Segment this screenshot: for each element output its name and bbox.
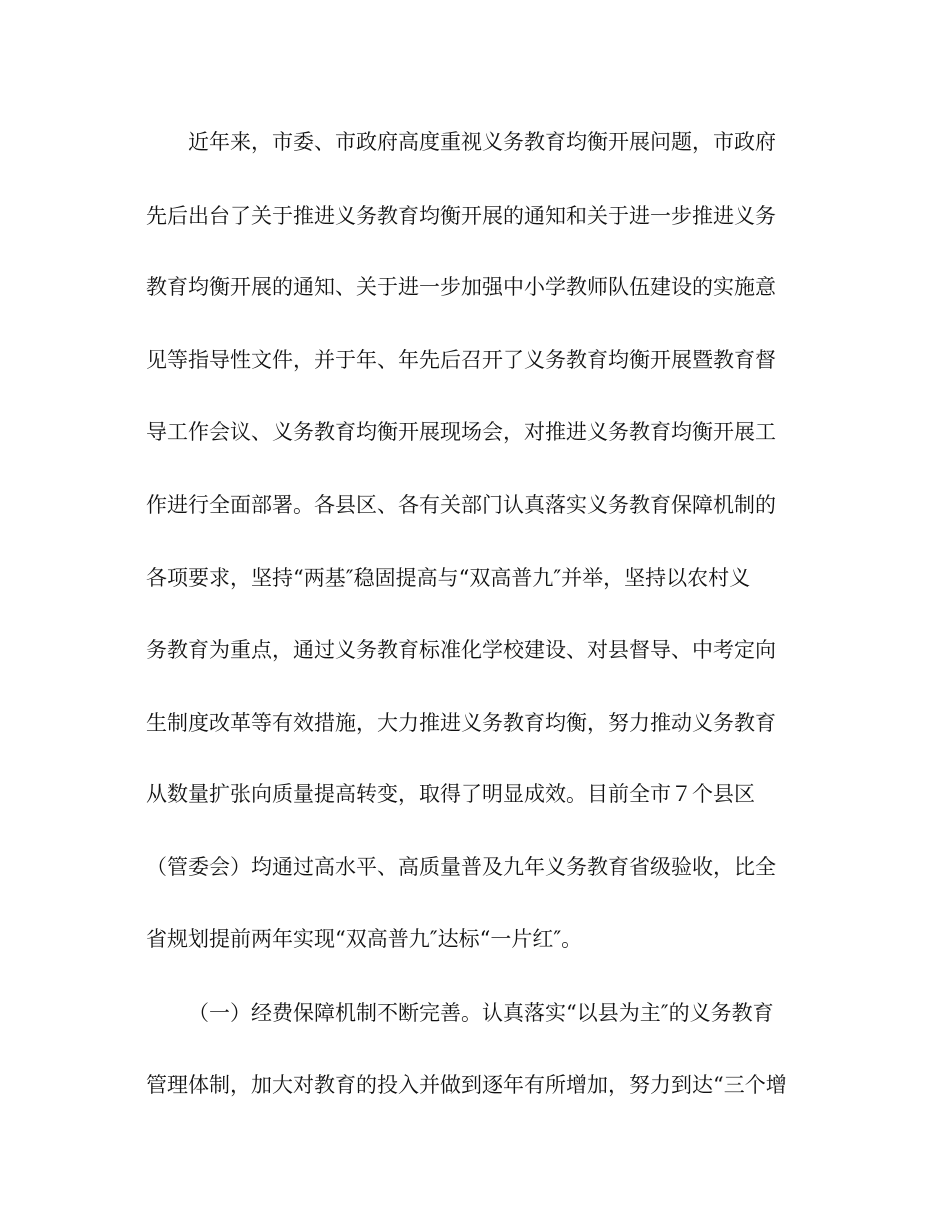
paragraph-1-line-5: 导工作会议、义务教育均衡开展现场会，对推进义务教育均衡开展工	[146, 420, 776, 444]
paragraph-1-line-6: 作进行全面部署。各县区、各有关部门认真落实义务教育保障机制的	[146, 493, 776, 517]
paragraph-1-line-3: 教育均衡开展的通知、关于进一步加强中小学教师队伍建设的实施意	[146, 275, 776, 299]
paragraph-1-line-9: 生制度改革等有效措施，大力推进义务教育均衡，努力推动义务教育	[146, 711, 776, 735]
paragraph-1-line-7: 各项要求，坚持“两基″稳固提高与“双高普九″并举，坚持以农村义	[146, 566, 751, 590]
paragraph-1-line-10: 从数量扩张向质量提高转变，取得了明显成效。目前全市７个县区	[146, 782, 755, 806]
paragraph-1-line-11: （管委会）均通过高水平、高质量普及九年义务教育省级验收，比全	[146, 855, 776, 879]
paragraph-1-line-1: 近年来，市委、市政府高度重视义务教育均衡开展问题，市政府	[188, 130, 776, 154]
paragraph-1-line-2: 先后出台了关于推进义务教育均衡开展的通知和关于进一步推进义务	[146, 204, 776, 228]
paragraph-2-line-1: （一）经费保障机制不断完善。认真落实“以县为主″的义务教育	[188, 1001, 774, 1025]
paragraph-2-line-2: 管理体制，加大对教育的投入并做到逐年有所增加，努力到达“三个增	[146, 1073, 787, 1097]
paragraph-1-line-12: 省规划提前两年实现“双高普九″达标“一片红″。	[146, 927, 583, 951]
paragraph-1-line-8: 务教育为重点，通过义务教育标准化学校建设、对县督导、中考定向	[146, 638, 776, 662]
paragraph-1-line-4: 见等指导性文件，并于年、年先后召开了义务教育均衡开展暨教育督	[146, 348, 776, 372]
